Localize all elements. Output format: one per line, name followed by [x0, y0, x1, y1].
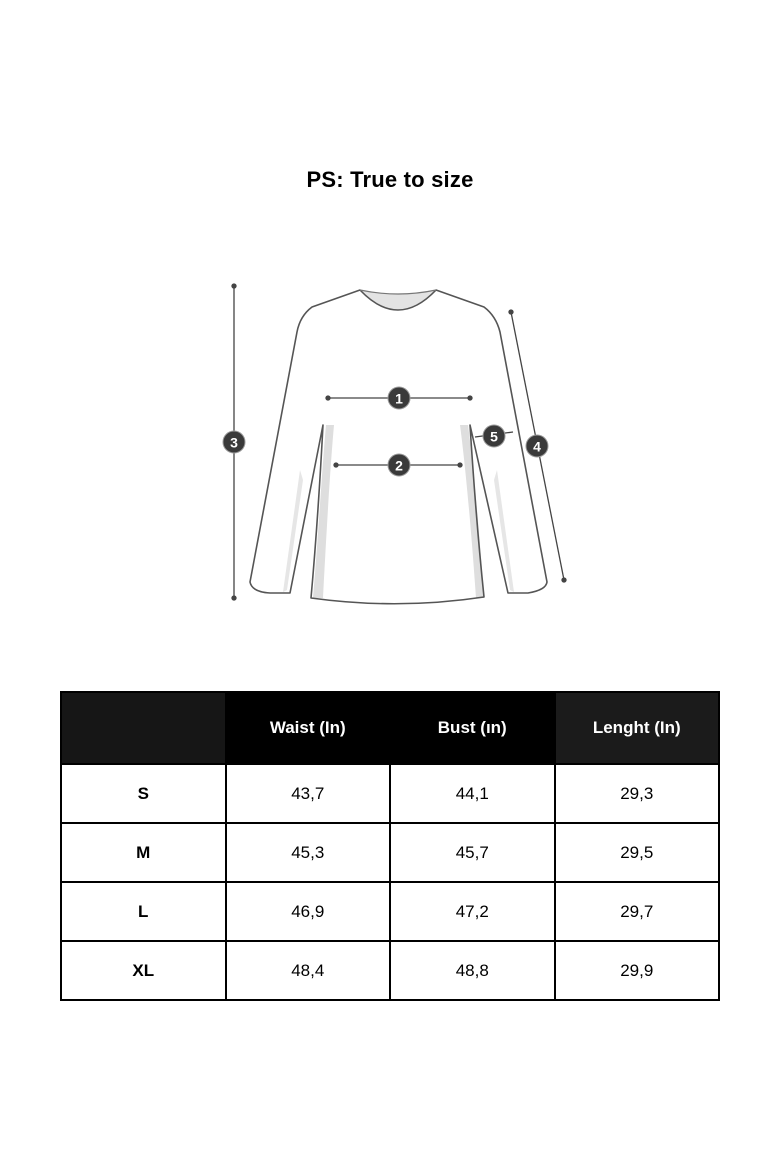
size-label: L [61, 882, 226, 941]
marker-1-label: 1 [395, 390, 403, 407]
marker-4-label: 4 [533, 438, 541, 455]
table-row [61, 764, 719, 823]
shirt-illustration [250, 290, 547, 604]
size-label: S [61, 764, 226, 823]
bust-value: 44,1 [390, 764, 555, 823]
size-chart-table [60, 691, 720, 1001]
waist-value: 45,3 [226, 823, 391, 882]
page-title: PS: True to size [306, 167, 474, 192]
marker-2-badge [388, 454, 410, 476]
bust-value: 47,2 [390, 882, 555, 941]
bust-value: 48,8 [390, 941, 555, 1000]
length-value: 29,5 [555, 823, 720, 882]
marker-1-badge [388, 387, 410, 409]
header-corner-cell [61, 692, 226, 764]
marker-4-badge [526, 435, 548, 457]
garment-measurement-diagram [0, 270, 780, 620]
header-waist: Waist (In) [226, 692, 391, 764]
table-row [61, 823, 719, 882]
size-label: M [61, 823, 226, 882]
header-length: Lenght (In) [555, 692, 720, 764]
marker-2-label: 2 [395, 457, 403, 474]
waist-value: 43,7 [226, 764, 391, 823]
waist-value: 46,9 [226, 882, 391, 941]
header-bust: Bust (ın) [390, 692, 555, 764]
waist-value: 48,4 [226, 941, 391, 1000]
marker-3-badge [223, 431, 245, 453]
table-row [61, 941, 719, 1000]
table-row [61, 882, 719, 941]
length-value: 29,3 [555, 764, 720, 823]
marker-5-badge [483, 425, 505, 447]
length-value: 29,7 [555, 882, 720, 941]
measurement-lines [232, 284, 566, 600]
bust-value: 45,7 [390, 823, 555, 882]
length-value: 29,9 [555, 941, 720, 1000]
marker-5-label: 5 [490, 428, 498, 445]
marker-3-label: 3 [230, 434, 238, 451]
size-label: XL [61, 941, 226, 1000]
table-header-row [61, 692, 719, 764]
